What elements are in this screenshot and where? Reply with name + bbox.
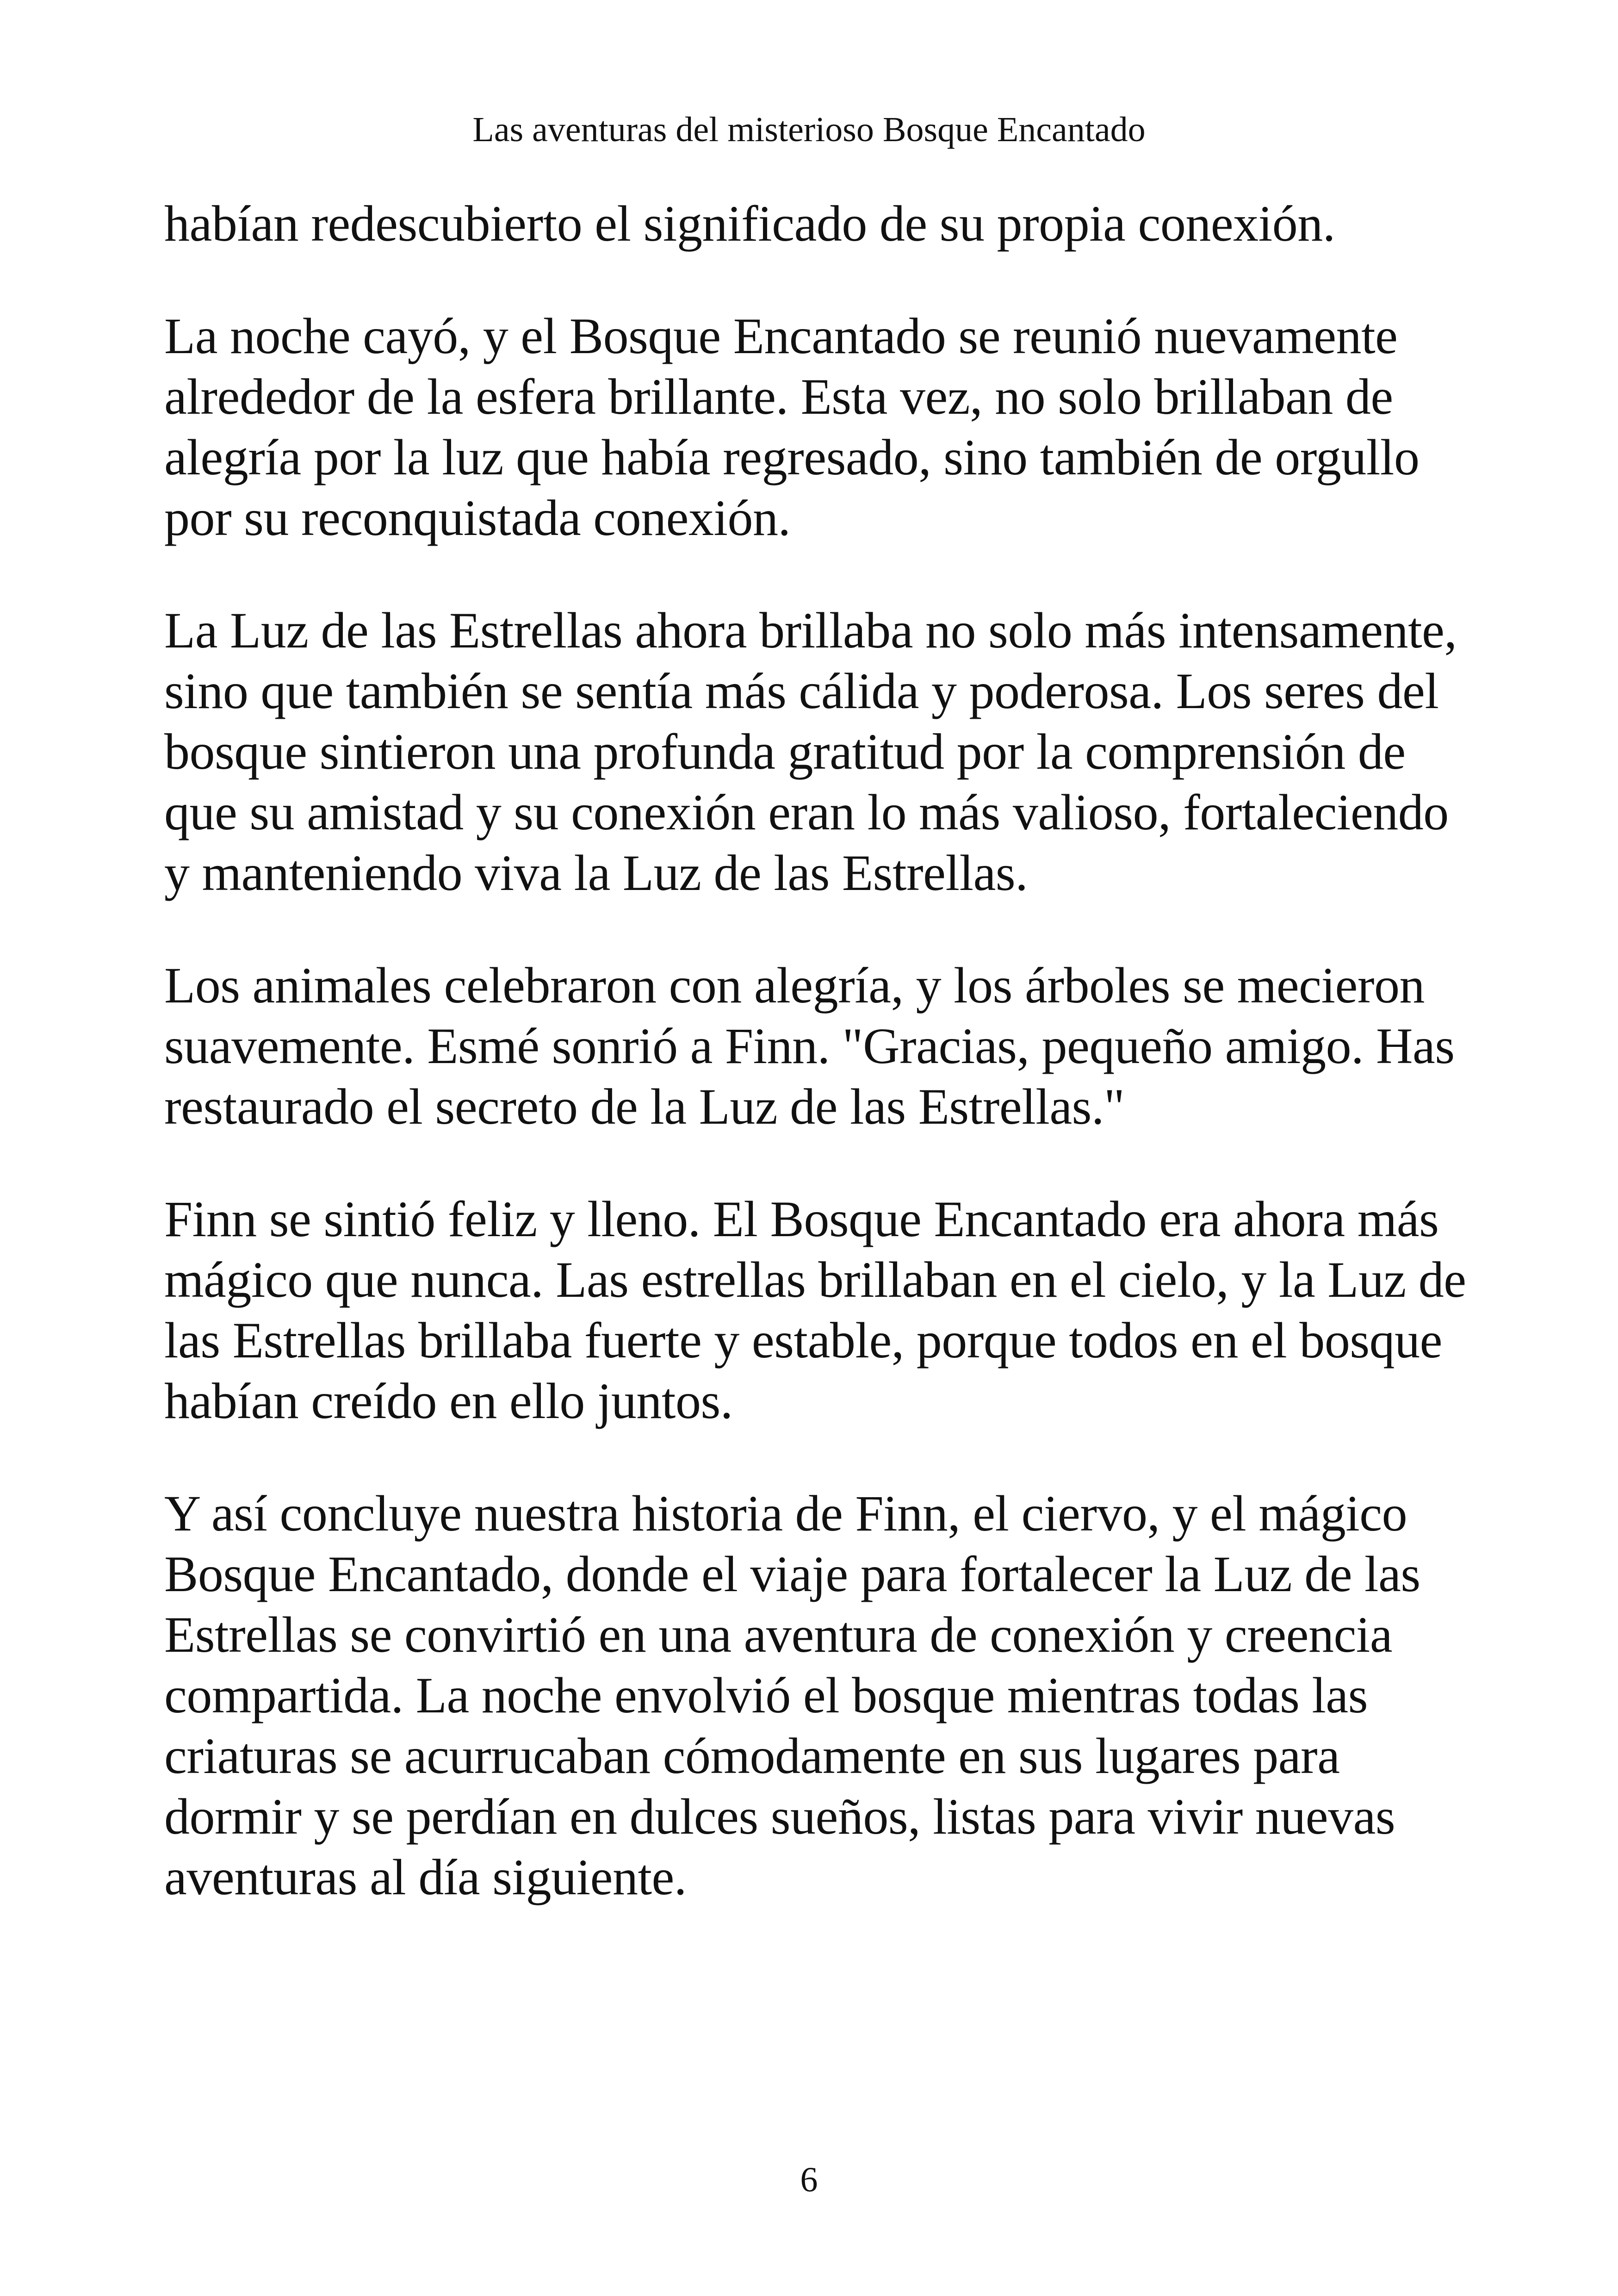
paragraph: Finn se sintió feliz y lleno. El Bosque Encantado era ahora más mágico que nunca. Las estrellas brillaban en el cielo, y la Luz de las Estrellas brillaba fuerte y estable, porque todos en el bosque habían creído en ello juntos. [164,1191,1466,1429]
paragraph: Y así concluye nuestra historia de Finn, el ciervo, y el mágico Bosque Encantado, donde el viaje para fortalecer la Luz de las Estrellas se convirtió en una aventura de conexión y creencia compartida. La noche envolvió el bosque mientras todas las criaturas se acurrucaban cómodamente en sus lugares para dormir y se perdían en dulces sueños, listas para vivir nuevas aventuras al día siguiente. [164,1485,1420,1905]
paragraph: Los animales celebraron con alegría, y los árboles se mecieron suavemente. Esmé sonrió a Finn. "Gracias, pequeño amigo. Has restaurado el secreto de la Luz de las Estrellas." [164,957,1455,1135]
paragraph: habían redescubierto el significado de su propia conexión. [164,195,1335,252]
paragraph: La noche cayó, y el Bosque Encantado se reunió nuevamente alrededor de la esfera brillante. Esta vez, no solo brillaban de alegría por la luz que había regresado, sino también de orgullo por su reconquistada conexión. [164,308,1420,546]
paragraph: La Luz de las Estrellas ahora brillaba no solo más intensamente, sino que también se sentía más cálida y poderosa. Los seres del bosque sintieron una profunda gratitud por la comprensión de que su amistad y su conexión eran lo más valioso, fortaleciendo y manteniendo viva la Luz de las Estrellas. [164,602,1457,901]
body-text [164,193,1469,1908]
running-header: Las aventuras del misterioso Bosque Encantado [472,110,1146,149]
page-number: 6 [800,2160,818,2199]
